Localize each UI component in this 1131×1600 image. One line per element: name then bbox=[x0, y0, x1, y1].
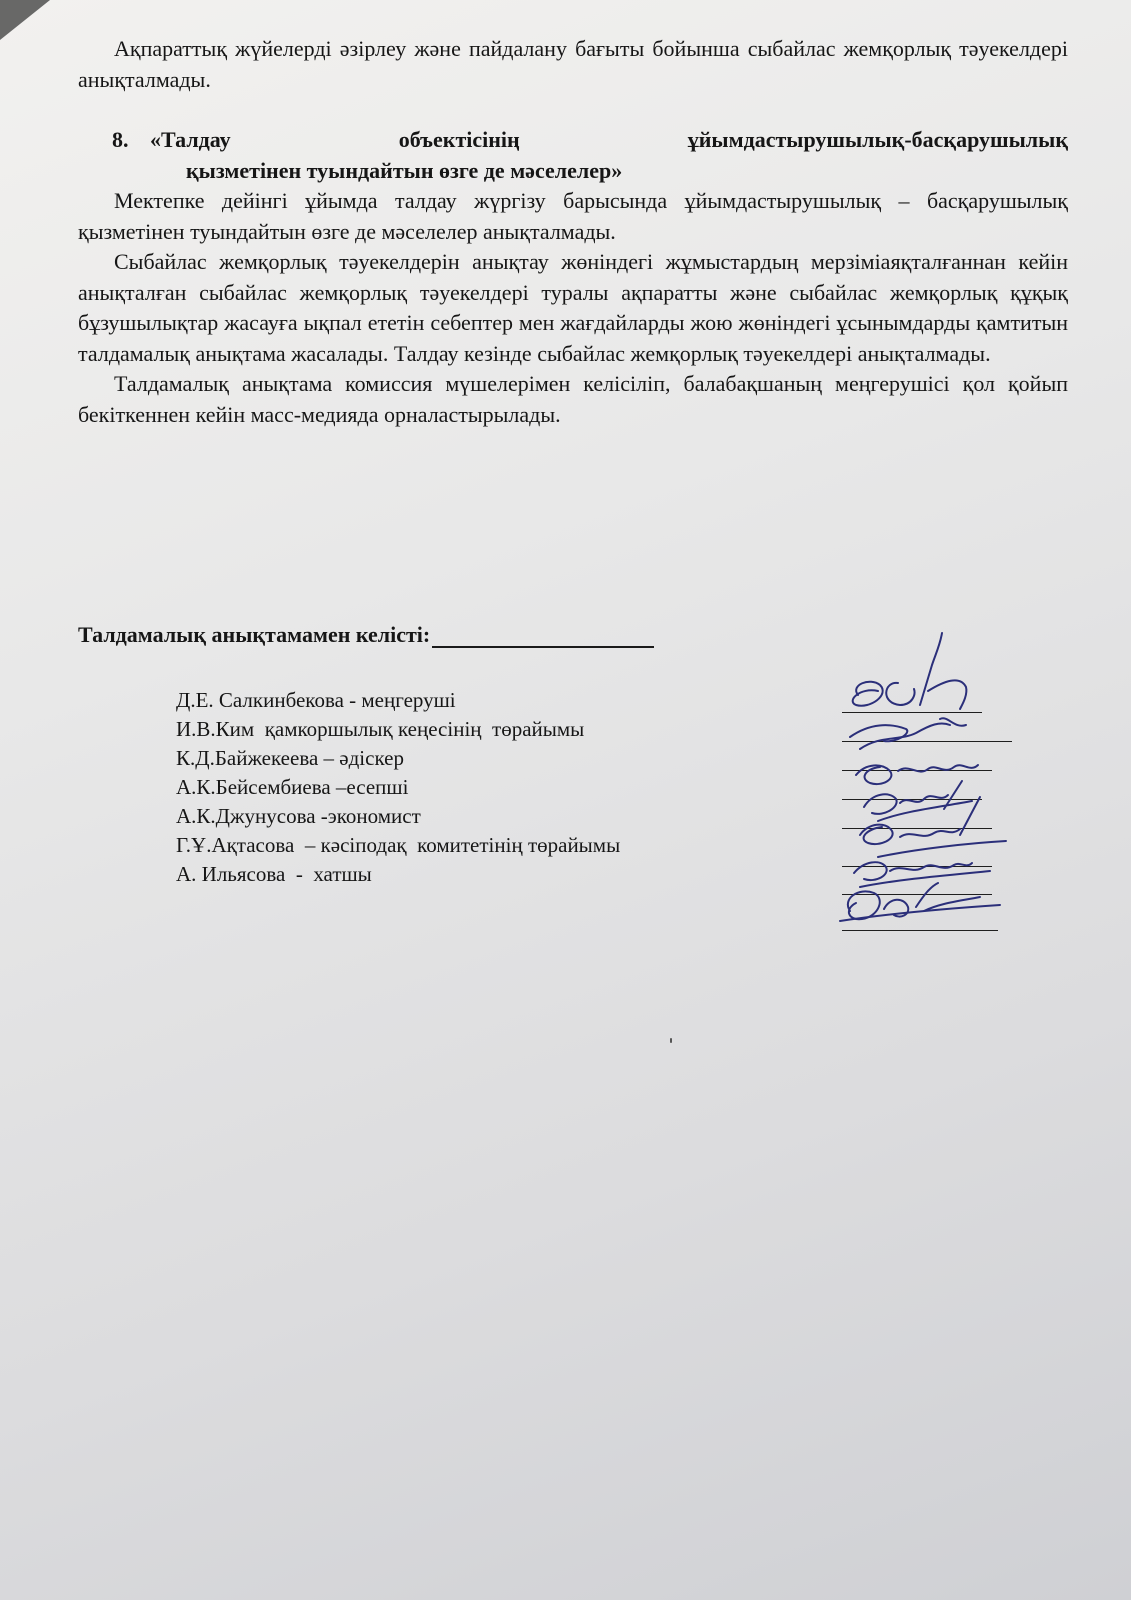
member-item: К.Д.Байжекеева – әдіскер bbox=[176, 746, 404, 770]
commission-members-list bbox=[176, 686, 620, 889]
member-item: А.К.Джунусова -экономист bbox=[176, 804, 421, 828]
paragraph-2: Сыбайлас жемқорлық тәуекелдерін анықтау жөніндегі жұмыстардың мерзіміаяқталғаннан кейін анықталған сыбайлас жемқорлық тәуекелдері туралы ақпаратты және сыбайлас жемқорлық құқық бұзушылықтар жасауға ықпал ететін себептер мен жағдайларды жою жөніндегі ұсынымдарды қамтитын талдамалық анықтама жасалады. Талдау кезінде сыбайлас жемқорлық тәуекелдері анықталмады. bbox=[78, 249, 1068, 366]
intro-paragraph: Ақпараттық жүйелерді әзірлеу және пайдалану бағыты бойынша сыбайлас жемқорлық тәуекелдері анықталмады. bbox=[78, 36, 1068, 92]
member-item: И.В.Ким қамкоршылық кеңесінің төрайымы bbox=[176, 717, 585, 741]
section-8-heading bbox=[78, 125, 1068, 186]
page-corner-shadow bbox=[0, 0, 50, 40]
paragraph-3: Талдамалық анықтама комиссия мүшелерімен келісіліп, балабақшаның меңгерушісі қол қойып бекіткеннен кейін масс-медияда орналастырылады. bbox=[78, 371, 1068, 427]
document-body bbox=[78, 34, 1068, 430]
section-title-part2: объектісінің bbox=[398, 127, 520, 152]
paragraph-1: Мектепке дейінгі ұйымда талдау жүргізу барысында ұйымдастырушылық – басқарушылық қызметінен туындайтын өзге де мәселелер анықталмады. bbox=[78, 188, 1068, 244]
section-number: 8. bbox=[112, 127, 129, 152]
handwritten-signatures bbox=[820, 625, 1040, 945]
section-title-line2: қызметінен туындайтын өзге де мәселелер» bbox=[186, 157, 623, 183]
agreed-blank-line bbox=[432, 624, 654, 648]
member-item: Г.Ұ.Ақтасова – кәсіподақ комитетінің төрайымы bbox=[176, 833, 621, 857]
member-item: Д.Е. Салкинбекова - меңгеруші bbox=[176, 688, 456, 712]
agreed-label: Талдамалық анықтамамен келісті: bbox=[78, 622, 431, 647]
section-title-part3: ұйымдастырушылық-басқарушылық bbox=[687, 127, 1068, 152]
member-item: А. Ильясова - хатшы bbox=[176, 862, 372, 886]
section-title-part1: «Талдау bbox=[150, 127, 231, 152]
paper-speck bbox=[670, 1038, 672, 1043]
member-item: А.К.Бейсембиева –есепші bbox=[176, 775, 409, 799]
agreed-line bbox=[78, 622, 654, 648]
